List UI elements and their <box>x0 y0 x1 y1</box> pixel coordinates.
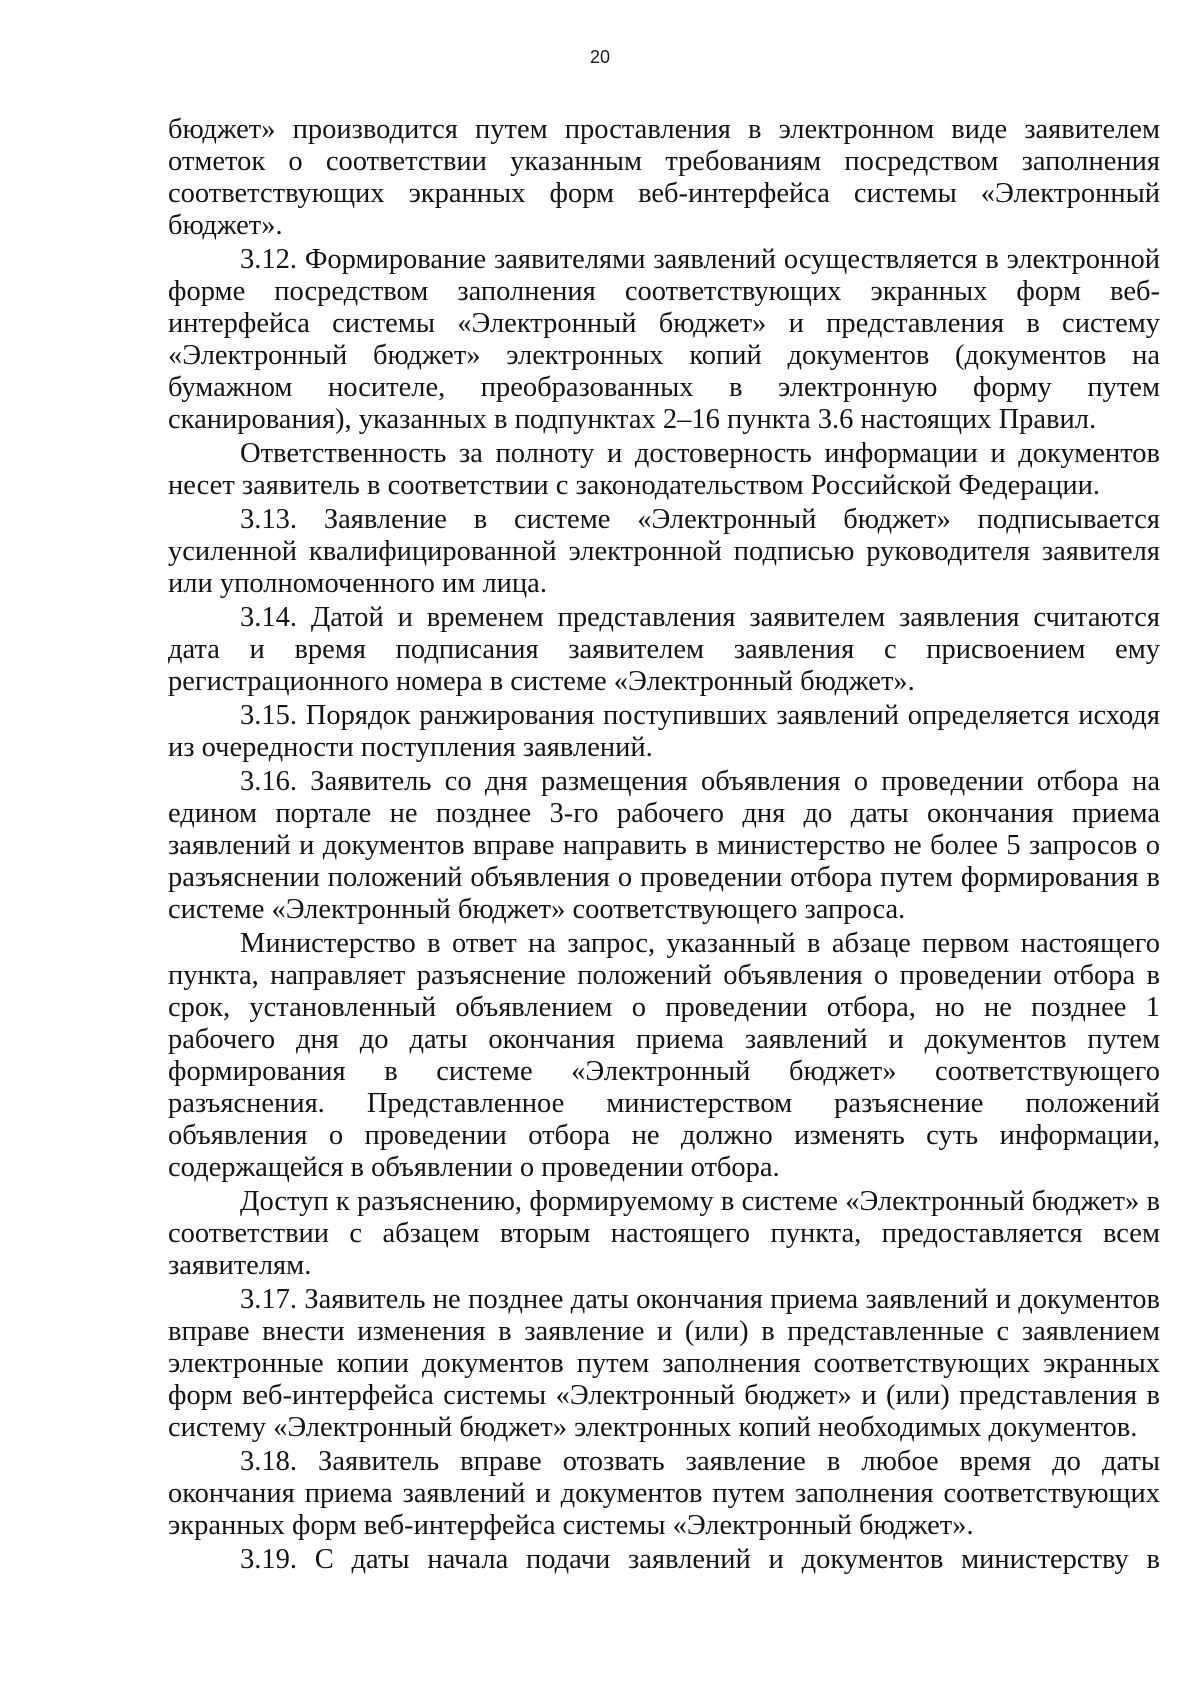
page-number: 20 <box>589 47 611 67</box>
paragraph-access: Доступ к разъяснению, формируемому в системе «Электронный бюджет» в соответствии с абзацем вторым настоящего пункта, предоставляется всем заявителям. <box>168 1186 1160 1281</box>
paragraph-3-12: 3.12. Формирование заявителями заявлений осуществляется в электронной форме посредством заполнения соответствующих экранных форм веб-интерфейса системы «Электронный бюджет» и представления в систему «Электронный бюджет» электронных копий документов (документов на бумажном носителе, преобразованных в электронную форму путем сканирования), указанных в подпунктах 2–16 пункта 3.6 настоящих Правил. <box>168 244 1160 435</box>
paragraph-ministry-reply: Министерство в ответ на запрос, указанный в абзаце первом настоящего пункта, направляет разъяснение положений объявления о проведении отбора в срок, установленный объявлением о проведении отбора, но не позднее 1 рабочего дня до даты окончания приема заявлений и документов путем формирования в системе «Электронный бюджет» соответствующего разъяснения. Представленное министерством разъяснение положений объявления о проведении отбора не должно изменять суть информации, содержащейся в объявлении о проведении отбора. <box>168 928 1160 1183</box>
paragraph-3-18: 3.18. Заявитель вправе отозвать заявление в любое время до даты окончания приема заявлений и документов путем заполнения соответствующих экранных форм веб-интерфейса системы «Электронный бюджет». <box>168 1446 1160 1541</box>
paragraph-responsibility: Ответственность за полноту и достоверность информации и документов несет заявитель в соответствии с законодательством Российской Федерации. <box>168 438 1160 501</box>
paragraph-continuation: бюджет» производится путем проставления в электронном виде заявителем отметок о соответствии указанным требованиям посредством заполнения соответствующих экранных форм веб-интерфейса системы «Электронный бюджет». <box>168 114 1160 241</box>
paragraph-3-16: 3.16. Заявитель со дня размещения объявления о проведении отбора на едином портале не позднее 3-го рабочего дня до даты окончания приема заявлений и документов вправе направить в министерство не более 5 запросов о разъяснении положений объявления о проведении отбора путем формирования в системе «Электронный бюджет» соответствующего запроса. <box>168 766 1160 925</box>
paragraph-3-13: 3.13. Заявление в системе «Электронный бюджет» подписывается усиленной квалифицированной электронной подписью руководителя заявителя или уполномоченного им лица. <box>168 504 1160 599</box>
document-body <box>168 114 1160 1576</box>
paragraph-3-14: 3.14. Датой и временем представления заявителем заявления считаются дата и время подписания заявителем заявления с присвоением ему регистрационного номера в системе «Электронный бюджет». <box>168 602 1160 697</box>
paragraph-3-15: 3.15. Порядок ранжирования поступивших заявлений определяется исходя из очередности поступления заявлений. <box>168 700 1160 763</box>
paragraph-3-19: 3.19. С даты начала подачи заявлений и документов министерству в <box>240 1544 1160 1575</box>
paragraph-3-17: 3.17. Заявитель не позднее даты окончания приема заявлений и документов вправе внести изменения в заявление и (или) в представленные с заявлением электронные копии документов путем заполнения соответствующих экранных форм веб-интерфейса системы «Электронный бюджет» и (или) представления в систему «Электронный бюджет» электронных копий необходимых документов. <box>168 1284 1160 1443</box>
